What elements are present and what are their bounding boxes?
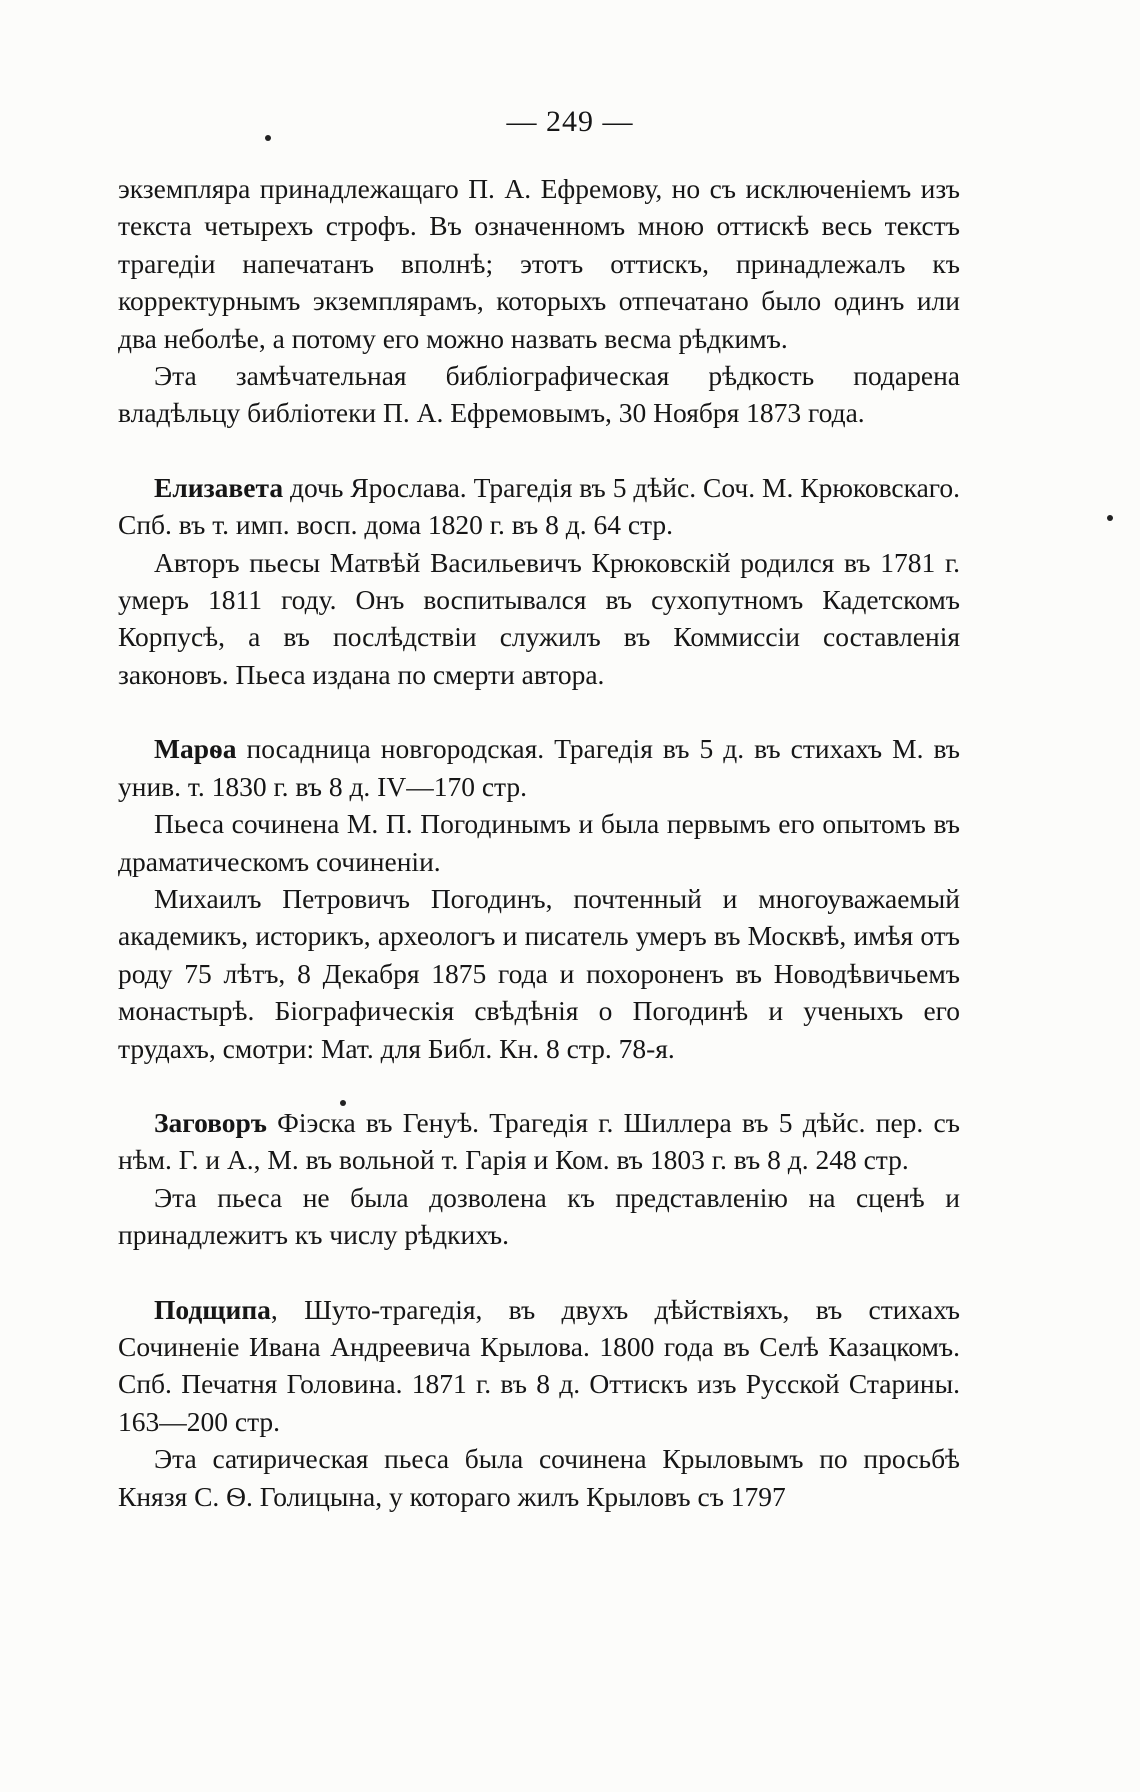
entry-zagovor: [118, 1104, 960, 1254]
entry-title: Заговоръ: [154, 1106, 267, 1138]
paragraph: [118, 1179, 960, 1254]
paragraph-text: экземпляра принадлежащаго П. А. Ефремову, но съ исключеніемъ изъ текста четырехъ строфъ. Въ означенномъ мною оттискѣ весь текстъ трагедіи напечатанъ вполнѣ; этотъ оттискъ, принадлежалъ къ корректурнымъ экземплярамъ, которыхъ отпечатано было одинъ или два неболѣе, а потому его можно назвать весма рѣдкимъ.: [118, 173, 960, 354]
paragraph: [118, 1104, 960, 1179]
paragraph: [118, 730, 960, 805]
scan-speck: [265, 135, 271, 141]
scan-speck: [340, 1100, 346, 1106]
entry-title: Елизавета: [154, 471, 284, 503]
paragraph-text: , Шуто-трагедія, въ двухъ дѣйствіяхъ, въ стихахъ Сочиненіе Ивана Андреевича Крылова. 1800 года въ Селѣ Казацкомъ. Спб. Печатня Головина. 1871 г. въ 8 д. Оттискъ изъ Русской Старины. 163—200 стр.: [118, 1293, 960, 1437]
paragraph-text: дочь Ярослава. Трагедія въ 5 дѣйс. Соч. М. Крюковскаго. Спб. въ т. имп. восп. дома 1820 г. въ 8 д. 64 стр.: [118, 471, 960, 541]
paragraph: [118, 357, 960, 432]
paragraph-text: Пьеса сочинена М. П. Погодинымъ и была первымъ его опытомъ въ драматическомъ сочиненіи.: [118, 808, 960, 877]
entry-title: Марѳа: [154, 733, 237, 765]
paragraph-text: Эта пьеса не была дозволена къ представленію на сценѣ и принадлежитъ къ числу рѣдкихъ.: [118, 1181, 960, 1251]
page-number: — 249 —: [506, 105, 634, 138]
paragraph: [118, 469, 960, 544]
paragraph-text: Эта сатирическая пьеса была сочинена Крыловымъ по просьбѣ Князя С. Ѳ. Голицына, у котораго жилъ Крыловъ съ 1797: [118, 1443, 960, 1512]
paragraph-text: Фіэска въ Генуѣ. Трагедія г. Шиллера въ 5 дѣйс. пер. съ нѣм. Г. и А., М. въ вольной т. Гарія и Ком. въ 1803 г. въ 8 д. 248 стр.: [118, 1106, 960, 1176]
paragraph: [118, 544, 960, 694]
entry-elizaveta: [118, 469, 960, 693]
paragraph-text: посадница новгородская. Трагедія въ 5 д. въ стихахъ М. въ унив. т. 1830 г. въ 8 д. IV—170 стр.: [118, 733, 960, 802]
paragraph-text: Авторъ пьесы Матвѣй Васильевичъ Крюковскій родился въ 1781 г. умеръ 1811 году. Онъ воспитывался въ сухопутномъ Кадетскомъ Корпусѣ, а въ послѣдствіи служилъ въ Коммиссіи составленія законовъ. Пьеса издана по смерти автора.: [118, 546, 960, 690]
entry-title: Подщипа: [154, 1293, 271, 1325]
entry-continuation: [118, 170, 960, 432]
paragraph: [118, 1440, 960, 1515]
entry-marfa: [118, 730, 960, 1067]
text-column: [118, 170, 960, 1515]
paragraph-text: Михаилъ Петровичъ Погодинъ, почтенный и многоуважаемый академикъ, историкъ, археологъ и писатель умеръ въ Москвѣ, имѣя отъ роду 75 лѣтъ, 8 Декабря 1875 года и похороненъ въ Новодѣвичьемъ монастырѣ. Біографическія свѣдѣнія о Погодинѣ и ученыхъ его трудахъ, смотри: Мат. для Библ. Кн. 8 стр. 78-я.: [118, 882, 960, 1064]
paragraph: [118, 805, 960, 880]
entry-podshchipa: [118, 1291, 960, 1515]
paragraph: [118, 880, 960, 1067]
paragraph-text: Эта замѣчательная библіографическая рѣдкость подарена владѣльцу библіотеки П. А. Ефремовымъ, 30 Ноября 1873 года.: [118, 360, 960, 429]
scan-speck: [1107, 515, 1113, 521]
paragraph: [118, 170, 960, 357]
paragraph: [118, 1291, 960, 1441]
